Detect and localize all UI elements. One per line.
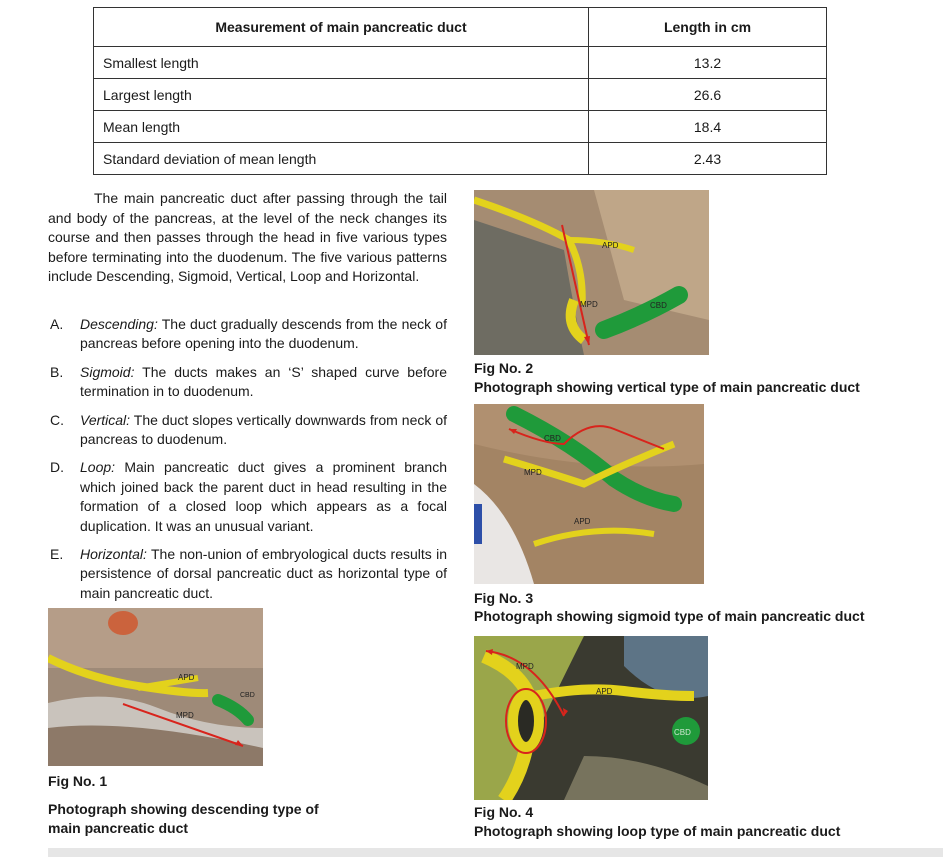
fig3-number: Fig No. 3 [474, 590, 534, 606]
header-length: Length in cm [589, 8, 827, 47]
label-mpd: MPD [516, 662, 534, 671]
row-value: 26.6 [589, 79, 827, 111]
table-header-row [94, 8, 827, 47]
header-measurement: Measurement of main pancreatic duct [94, 8, 589, 47]
duct-types-list [48, 315, 447, 612]
fig2-caption: Photograph showing vertical type of main pancreatic duct [474, 379, 860, 395]
label-cbd: CBD [674, 728, 691, 737]
fig3-caption: Photograph showing sigmoid type of main pancreatic duct [474, 608, 865, 624]
table-row [94, 79, 827, 111]
row-label: Smallest length [94, 47, 589, 79]
label-mpd: MPD [524, 468, 542, 477]
fig1-photo [48, 608, 263, 766]
label-mpd: MPD [580, 300, 598, 309]
fig1-caption: Photograph showing descending type of main pancreatic duct [48, 801, 319, 836]
row-value: 2.43 [589, 143, 827, 175]
intro-paragraph: The main pancreatic duct after passing through the tail and body of the pancreas, at the level of the neck changes its course and then passes through the head in five various types before terminating into the duodenum. The five various patterns include Descending, Sigmoid, Vertical, Loop and Horizontal. [48, 190, 447, 285]
fig4-photo [474, 636, 708, 800]
fig1-number: Fig No. 1 [48, 773, 108, 789]
row-label: Standard deviation of mean length [94, 143, 589, 175]
row-label: Largest length [94, 79, 589, 111]
label-apd: APD [596, 687, 613, 696]
table-row [94, 143, 827, 175]
list-item: B. Sigmoid: The ducts makes an ‘S’ shaped curve before termination in to duodenum. [50, 363, 447, 400]
list-item: D. Loop: Main pancreatic duct gives a prominent branch which joined back the parent duct in head resulting in the formation of a closed loop which appears as a focal duplication. It was an unusual variant. [50, 459, 447, 534]
row-label: Mean length [94, 111, 589, 143]
label-cbd: CBD [240, 692, 255, 699]
fig4-caption: Photograph showing loop type of main pancreatic duct [474, 823, 841, 839]
list-item: A. Descending: The duct gradually descends from the neck of pancreas before opening into the duodenum. [50, 316, 447, 352]
label-mpd: MPD [176, 711, 194, 720]
table-row [94, 47, 827, 79]
fig4-number: Fig No. 4 [474, 804, 534, 820]
fig2-photo [474, 190, 709, 355]
label-apd: APD [602, 241, 619, 250]
list-item: C. Vertical: The duct slopes vertically downwards from neck of pancreas to duodenum. [50, 411, 447, 448]
fig3-photo [474, 404, 704, 584]
label-cbd: CBD [650, 301, 667, 310]
label-apd: APD [574, 517, 591, 526]
row-value: 18.4 [589, 111, 827, 143]
table-row [94, 111, 827, 143]
label-apd: APD [178, 673, 195, 682]
footer-bar [48, 848, 943, 857]
fig2-number: Fig No. 2 [474, 360, 534, 376]
row-value: 13.2 [589, 47, 827, 79]
label-cbd: CBD [544, 434, 561, 443]
list-item: E. Horizontal: The non-union of embryological ducts results in persistence of dorsal pancreatic duct as horizontal type of main pancreatic duct. [50, 546, 447, 601]
measurement-table [93, 7, 827, 175]
